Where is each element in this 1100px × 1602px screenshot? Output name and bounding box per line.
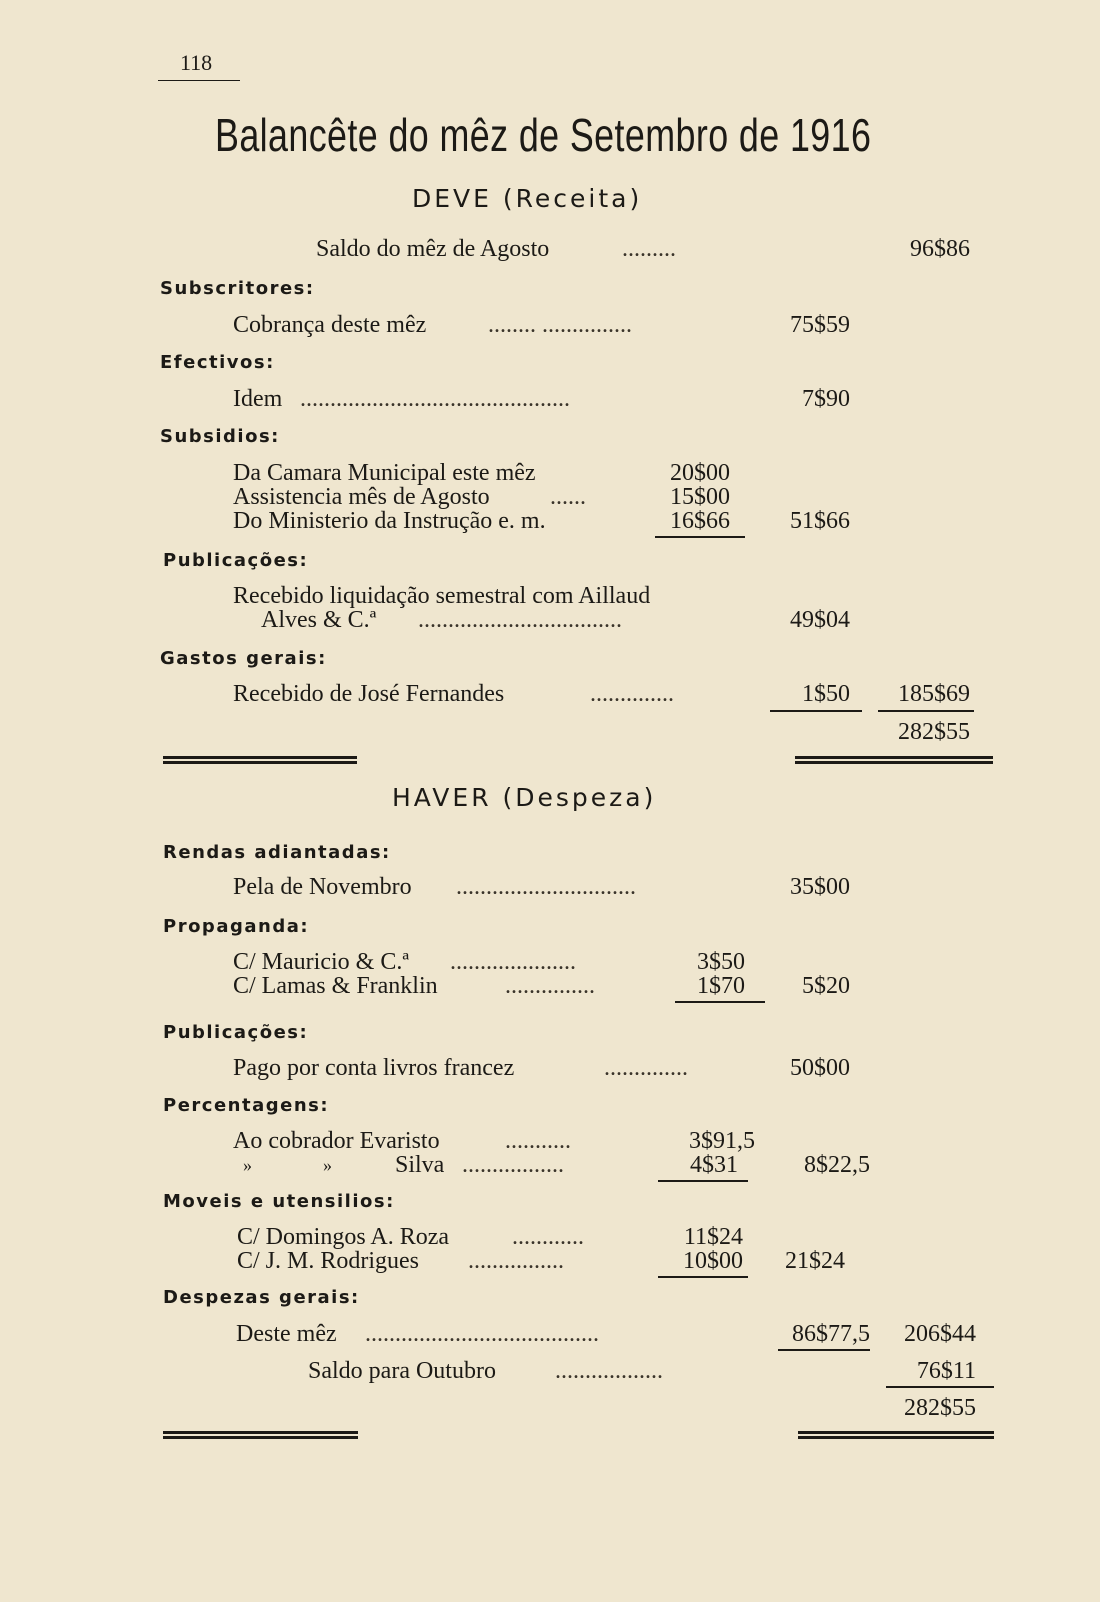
ditto-mark: » xyxy=(243,1155,252,1175)
deve-subtotal: 185$69 xyxy=(898,681,970,707)
propaganda-item-label: C/ Lamas & Franklin xyxy=(233,973,438,999)
haver-publicacoes-label: Pago por conta livros francez xyxy=(233,1055,515,1081)
subsidios-total: 51$66 xyxy=(790,508,850,534)
leader-dots: .............. xyxy=(604,1055,688,1081)
double-rule xyxy=(163,756,357,759)
cobranca-label: Cobrança deste mêz xyxy=(233,312,427,338)
publicacoes-line2: Alves & C.ª xyxy=(261,607,377,633)
page-number-rule xyxy=(158,80,240,81)
page-number: 118 xyxy=(180,50,213,75)
rendas-label: Pela de Novembro xyxy=(233,874,412,900)
subtotal-rule xyxy=(886,1386,994,1388)
subtotal-rule xyxy=(658,1276,748,1278)
saldo-outubro-label: Saldo para Outubro xyxy=(308,1358,496,1384)
subtotal-rule xyxy=(878,710,974,712)
leader-dots: ......... xyxy=(622,236,676,262)
deve-total: 282$55 xyxy=(898,719,970,745)
leader-dots: ..................... xyxy=(450,949,576,975)
haver-publicacoes-value: 50$00 xyxy=(790,1055,850,1081)
subtotal-rule xyxy=(778,1349,870,1351)
moveis-header: Moveis e utensilios: xyxy=(163,1191,395,1212)
haver-heading: HAVER (Despeza) xyxy=(392,783,657,812)
efectivos-header: Efectivos: xyxy=(160,352,275,373)
moveis-item-label: C/ Domingos A. Roza xyxy=(237,1224,450,1250)
ditto-mark: » xyxy=(323,1155,332,1175)
subtotal-rule xyxy=(658,1180,748,1182)
moveis-item-label: C/ J. M. Rodrigues xyxy=(237,1248,420,1274)
publicacoes-header: Publicações: xyxy=(163,550,309,571)
double-rule xyxy=(163,1431,358,1434)
percentagens-item-value: 4$31 xyxy=(690,1152,738,1178)
moveis-item-value: 11$24 xyxy=(683,1224,743,1250)
moveis-item-value: 10$00 xyxy=(683,1248,743,1274)
leader-dots: .............................. xyxy=(456,874,636,900)
deve-heading: DEVE (Receita) xyxy=(412,184,643,213)
propaganda-item-value: 1$70 xyxy=(697,973,745,999)
leader-dots: ............ xyxy=(512,1224,584,1250)
saldo-agosto-label: Saldo do mêz de Agosto xyxy=(316,236,550,262)
subsidio-value: 15$00 xyxy=(670,484,730,510)
subtotal-rule xyxy=(655,536,745,538)
propaganda-item-value: 3$50 xyxy=(697,949,745,975)
rendas-header: Rendas adiantadas: xyxy=(163,842,391,863)
gastos-gerais-header: Gastos gerais: xyxy=(160,648,327,669)
leader-dots: ........ ............... xyxy=(488,312,632,338)
percentagens-item-label: Ao cobrador Evaristo xyxy=(233,1128,440,1154)
page-title: Balancête do mêz de Setembro de 1916 xyxy=(215,109,872,161)
subsidio-value: 16$66 xyxy=(670,508,730,534)
double-rule xyxy=(798,1431,994,1434)
propaganda-total: 5$20 xyxy=(802,973,850,999)
percentagens-total: 8$22,5 xyxy=(804,1152,870,1178)
saldo-agosto-value: 96$86 xyxy=(910,236,970,262)
double-rule xyxy=(795,756,993,759)
despezas-gerais-value: 86$77,5 xyxy=(792,1321,870,1347)
percentagens-header: Percentagens: xyxy=(163,1095,330,1116)
haver-publicacoes-header: Publicações: xyxy=(163,1022,309,1043)
haver-total: 282$55 xyxy=(904,1395,976,1421)
leader-dots: ...... xyxy=(550,484,586,510)
percentagens-item-value: 3$91,5 xyxy=(689,1128,755,1154)
cobranca-value: 75$59 xyxy=(790,312,850,338)
leader-dots: ................ xyxy=(468,1248,564,1274)
percentagens-item-label: Silva xyxy=(395,1152,445,1178)
despezas-gerais-label: Deste mêz xyxy=(236,1321,337,1347)
subsidio-value: 20$00 xyxy=(670,460,730,486)
subsidio-label: Do Ministerio da Instrução e. m. xyxy=(233,508,546,534)
subtotal-rule xyxy=(770,710,862,712)
gastos-gerais-value: 1$50 xyxy=(802,681,850,707)
leader-dots: ............... xyxy=(505,973,595,999)
leader-dots: ....................................... xyxy=(365,1321,599,1347)
leader-dots: .................................. xyxy=(418,607,622,633)
gastos-gerais-label: Recebido de José Fernandes xyxy=(233,681,505,707)
leader-dots: ................. xyxy=(462,1152,564,1178)
saldo-outubro-value: 76$11 xyxy=(916,1358,976,1384)
publicacoes-value: 49$04 xyxy=(790,607,850,633)
publicacoes-line1: Recebido liquidação semestral com Aillaud xyxy=(233,583,651,609)
leader-dots: ........... xyxy=(505,1128,571,1154)
rendas-value: 35$00 xyxy=(790,874,850,900)
idem-value: 7$90 xyxy=(802,386,850,412)
propaganda-item-label: C/ Mauricio & C.ª xyxy=(233,949,409,975)
leader-dots: .................. xyxy=(555,1358,663,1384)
subscritores-header: Subscritores: xyxy=(160,278,315,299)
subtotal-rule xyxy=(675,1001,765,1003)
subsidio-label: Da Camara Municipal este mêz xyxy=(233,460,536,486)
propaganda-header: Propaganda: xyxy=(163,916,310,937)
idem-label: Idem xyxy=(233,386,283,412)
subsidios-header: Subsidios: xyxy=(160,426,280,447)
moveis-total: 21$24 xyxy=(785,1248,845,1274)
despezas-gerais-header: Despezas gerais: xyxy=(163,1287,360,1308)
haver-subtotal: 206$44 xyxy=(904,1321,976,1347)
leader-dots: ............................................. xyxy=(300,386,570,412)
leader-dots: .............. xyxy=(590,681,674,707)
subsidio-label: Assistencia mês de Agosto xyxy=(233,484,490,510)
